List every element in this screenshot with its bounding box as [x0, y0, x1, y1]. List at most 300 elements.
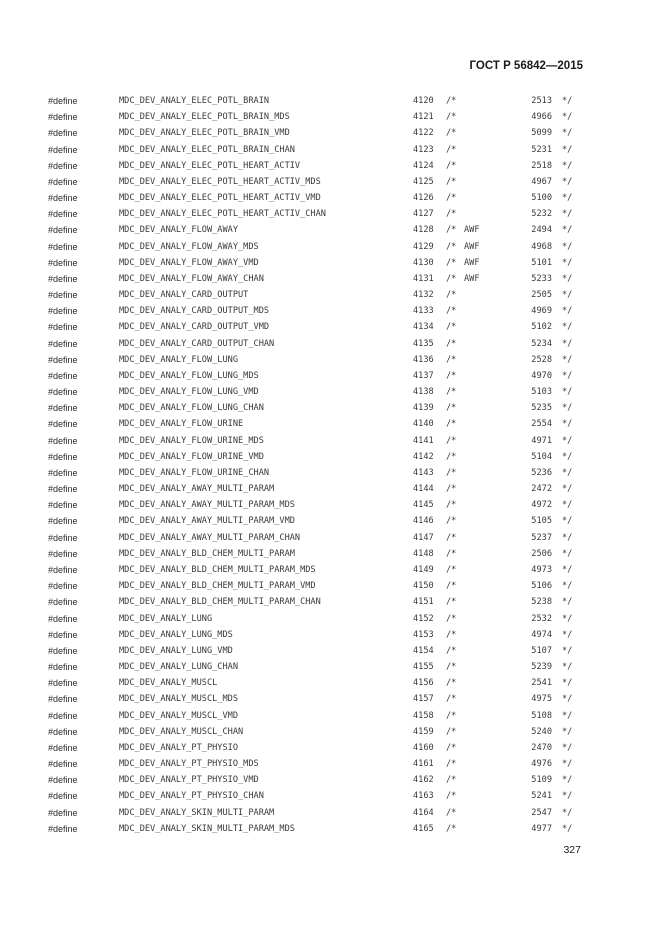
comment-open: /* — [446, 387, 457, 398]
comment-open: /* — [446, 322, 457, 333]
macro-code: 4161 — [413, 759, 434, 770]
comment-close: */ — [562, 516, 573, 527]
comment-ref: 4966 — [531, 112, 552, 123]
define-keyword: #define — [48, 370, 78, 381]
comment-close: */ — [562, 370, 573, 381]
comment-ref: 4973 — [531, 564, 552, 575]
macro-name: MDC_DEV_ANALY_BLD_CHEM_MULTI_PARAM — [119, 548, 295, 559]
comment-open: /* — [446, 419, 457, 430]
comment-close: */ — [562, 694, 573, 705]
macro-name: MDC_DEV_ANALY_FLOW_LUNG — [119, 354, 238, 365]
comment-ref: 2518 — [531, 160, 552, 171]
comment-open: /* — [446, 112, 457, 123]
define-row — [0, 352, 661, 368]
comment-close: */ — [562, 548, 573, 559]
comment-ref: 5105 — [531, 516, 552, 527]
page-number: 327 — [563, 844, 581, 856]
comment-note: AWF — [464, 241, 480, 252]
comment-open: /* — [446, 338, 457, 349]
define-row — [0, 772, 661, 788]
macro-code: 4132 — [413, 290, 434, 301]
define-keyword: #define — [48, 322, 78, 333]
macro-code: 4133 — [413, 306, 434, 317]
define-row — [0, 400, 661, 416]
define-keyword: #define — [48, 597, 78, 608]
macro-code: 4128 — [413, 225, 434, 236]
comment-open: /* — [446, 193, 457, 204]
comment-open: /* — [446, 694, 457, 705]
define-row — [0, 142, 661, 158]
comment-open: /* — [446, 467, 457, 478]
define-row — [0, 513, 661, 529]
macro-code: 4138 — [413, 387, 434, 398]
comment-open: /* — [446, 564, 457, 575]
macro-code: 4140 — [413, 419, 434, 430]
macro-name: MDC_DEV_ANALY_SKIN_MULTI_PARAM_MDS — [119, 823, 295, 834]
define-row — [0, 239, 661, 255]
define-keyword: #define — [48, 759, 78, 770]
macro-name: MDC_DEV_ANALY_BLD_CHEM_MULTI_PARAM_MDS — [119, 564, 316, 575]
comment-open: /* — [446, 629, 457, 640]
define-keyword: #define — [48, 160, 78, 171]
comment-ref: 5103 — [531, 387, 552, 398]
macro-name: MDC_DEV_ANALY_FLOW_AWAY_MDS — [119, 241, 259, 252]
define-keyword: #define — [48, 564, 78, 575]
comment-close: */ — [562, 338, 573, 349]
macro-name: MDC_DEV_ANALY_ELEC_POTL_HEART_ACTIV_VMD — [119, 193, 321, 204]
define-row — [0, 303, 661, 319]
macro-name: MDC_DEV_ANALY_ELEC_POTL_HEART_ACTIV_MDS — [119, 176, 321, 187]
define-list — [0, 93, 661, 837]
define-keyword: #define — [48, 451, 78, 462]
define-row — [0, 481, 661, 497]
comment-note: AWF — [464, 273, 480, 284]
comment-open: /* — [446, 500, 457, 511]
comment-open: /* — [446, 370, 457, 381]
define-row — [0, 416, 661, 432]
define-keyword: #define — [48, 354, 78, 365]
comment-ref: 2528 — [531, 354, 552, 365]
macro-code: 4155 — [413, 662, 434, 673]
comment-open: /* — [446, 484, 457, 495]
define-row — [0, 206, 661, 222]
comment-close: */ — [562, 209, 573, 220]
comment-ref: 5109 — [531, 775, 552, 786]
document-header — [470, 60, 583, 72]
define-row — [0, 190, 661, 206]
define-row — [0, 158, 661, 174]
define-row — [0, 336, 661, 352]
comment-close: */ — [562, 791, 573, 802]
macro-name: MDC_DEV_ANALY_PT_PHYSIO — [119, 742, 238, 753]
macro-name: MDC_DEV_ANALY_FLOW_URINE_MDS — [119, 435, 264, 446]
macro-code: 4141 — [413, 435, 434, 446]
define-row — [0, 530, 661, 546]
comment-open: /* — [446, 257, 457, 268]
comment-open: /* — [446, 791, 457, 802]
macro-name: MDC_DEV_ANALY_MUSCL_VMD — [119, 710, 238, 721]
comment-close: */ — [562, 128, 573, 139]
macro-code: 4145 — [413, 500, 434, 511]
macro-name: MDC_DEV_ANALY_FLOW_URINE_VMD — [119, 451, 264, 462]
comment-ref: 5102 — [531, 322, 552, 333]
comment-open: /* — [446, 273, 457, 284]
comment-ref: 2547 — [531, 807, 552, 818]
define-row — [0, 756, 661, 772]
define-row — [0, 384, 661, 400]
macro-code: 4137 — [413, 370, 434, 381]
comment-ref: 5239 — [531, 662, 552, 673]
define-keyword: #define — [48, 257, 78, 268]
comment-open: /* — [446, 451, 457, 462]
comment-ref: 4969 — [531, 306, 552, 317]
comment-close: */ — [562, 241, 573, 252]
macro-name: MDC_DEV_ANALY_ELEC_POTL_BRAIN_VMD — [119, 128, 290, 139]
comment-ref: 5238 — [531, 597, 552, 608]
comment-close: */ — [562, 176, 573, 187]
comment-close: */ — [562, 645, 573, 656]
comment-ref: 5231 — [531, 144, 552, 155]
comment-close: */ — [562, 467, 573, 478]
macro-name: MDC_DEV_ANALY_AWAY_MULTI_PARAM_CHAN — [119, 532, 301, 543]
define-row — [0, 578, 661, 594]
define-keyword: #define — [48, 96, 78, 106]
macro-name: MDC_DEV_ANALY_LUNG_VMD — [119, 645, 233, 656]
macro-name: MDC_DEV_ANALY_SKIN_MULTI_PARAM — [119, 807, 275, 818]
comment-open: /* — [446, 354, 457, 365]
macro-name: MDC_DEV_ANALY_FLOW_LUNG_MDS — [119, 370, 259, 381]
comment-open: /* — [446, 176, 457, 187]
define-row — [0, 691, 661, 707]
comment-open: /* — [446, 225, 457, 236]
define-row — [0, 497, 661, 513]
define-keyword: #define — [48, 193, 78, 204]
define-keyword: #define — [48, 306, 78, 317]
define-row — [0, 465, 661, 481]
macro-name: MDC_DEV_ANALY_PT_PHYSIO_MDS — [119, 759, 259, 770]
define-keyword: #define — [48, 791, 78, 802]
comment-close: */ — [562, 387, 573, 398]
define-row — [0, 125, 661, 141]
comment-ref: 5108 — [531, 710, 552, 721]
comment-close: */ — [562, 613, 573, 624]
comment-open: /* — [446, 823, 457, 834]
define-keyword: #define — [48, 807, 78, 818]
define-keyword: #define — [48, 726, 78, 737]
comment-open: /* — [446, 678, 457, 689]
define-row — [0, 708, 661, 724]
comment-open: /* — [446, 290, 457, 301]
define-row — [0, 368, 661, 384]
comment-close: */ — [562, 532, 573, 543]
comment-open: /* — [446, 613, 457, 624]
comment-close: */ — [562, 726, 573, 737]
macro-name: MDC_DEV_ANALY_MUSCL — [119, 678, 218, 689]
comment-open: /* — [446, 306, 457, 317]
macro-code: 4159 — [413, 726, 434, 737]
macro-name: MDC_DEV_ANALY_LUNG_MDS — [119, 629, 233, 640]
define-keyword: #define — [48, 500, 78, 511]
comment-ref: 5237 — [531, 532, 552, 543]
macro-name: MDC_DEV_ANALY_CARD_OUTPUT_MDS — [119, 306, 270, 317]
comment-open: /* — [446, 403, 457, 414]
define-row — [0, 659, 661, 675]
comment-close: */ — [562, 193, 573, 204]
macro-code: 4153 — [413, 629, 434, 640]
macro-name: MDC_DEV_ANALY_AWAY_MULTI_PARAM_MDS — [119, 500, 295, 511]
comment-open: /* — [446, 662, 457, 673]
comment-close: */ — [562, 273, 573, 284]
comment-ref: 4967 — [531, 176, 552, 187]
macro-name: MDC_DEV_ANALY_ELEC_POTL_BRAIN_MDS — [119, 112, 290, 123]
comment-close: */ — [562, 403, 573, 414]
define-keyword: #define — [48, 662, 78, 673]
comment-open: /* — [446, 128, 457, 139]
comment-ref: 2554 — [531, 419, 552, 430]
define-keyword: #define — [48, 209, 78, 220]
comment-ref: 5101 — [531, 257, 552, 268]
define-row — [0, 546, 661, 562]
comment-close: */ — [562, 451, 573, 462]
define-row — [0, 740, 661, 756]
comment-close: */ — [562, 306, 573, 317]
comment-open: /* — [446, 775, 457, 786]
macro-name: MDC_DEV_ANALY_CARD_OUTPUT_VMD — [119, 322, 270, 333]
comment-ref: 4974 — [531, 629, 552, 640]
macro-code: 4146 — [413, 516, 434, 527]
comment-close: */ — [562, 597, 573, 608]
define-row — [0, 788, 661, 804]
comment-ref: 4975 — [531, 694, 552, 705]
comment-ref: 5100 — [531, 193, 552, 204]
comment-note: AWF — [464, 257, 480, 268]
define-keyword: #define — [48, 629, 78, 640]
macro-code: 4139 — [413, 403, 434, 414]
macro-code: 4149 — [413, 564, 434, 575]
define-keyword: #define — [48, 128, 78, 139]
comment-close: */ — [562, 678, 573, 689]
macro-code: 4152 — [413, 613, 434, 624]
macro-code: 4142 — [413, 451, 434, 462]
macro-code: 4136 — [413, 354, 434, 365]
comment-open: /* — [446, 645, 457, 656]
macro-code: 4124 — [413, 160, 434, 171]
define-keyword: #define — [48, 144, 78, 155]
macro-code: 4148 — [413, 548, 434, 559]
macro-code: 4162 — [413, 775, 434, 786]
standard-designation: ГОСТ Р 56842—2015 — [469, 60, 583, 72]
define-keyword: #define — [48, 176, 78, 187]
comment-close: */ — [562, 759, 573, 770]
macro-code: 4150 — [413, 581, 434, 592]
comment-open: /* — [446, 742, 457, 753]
define-keyword: #define — [48, 484, 78, 495]
comment-ref: 4976 — [531, 759, 552, 770]
macro-code: 4127 — [413, 209, 434, 220]
define-row — [0, 562, 661, 578]
comment-ref: 5104 — [531, 451, 552, 462]
comment-ref: 2505 — [531, 290, 552, 301]
comment-close: */ — [562, 629, 573, 640]
comment-open: /* — [446, 241, 457, 252]
comment-close: */ — [562, 144, 573, 155]
comment-ref: 4970 — [531, 370, 552, 381]
comment-ref: 2470 — [531, 742, 552, 753]
define-keyword: #define — [48, 532, 78, 543]
define-row — [0, 319, 661, 335]
define-keyword: #define — [48, 516, 78, 527]
comment-ref: 2506 — [531, 548, 552, 559]
macro-name: MDC_DEV_ANALY_FLOW_LUNG_VMD — [119, 387, 259, 398]
macro-code: 4163 — [413, 791, 434, 802]
define-row — [0, 433, 661, 449]
define-keyword: #define — [48, 290, 78, 301]
define-row — [0, 449, 661, 465]
define-keyword: #define — [48, 775, 78, 786]
macro-name: MDC_DEV_ANALY_ELEC_POTL_HEART_ACTIV — [119, 160, 301, 171]
comment-open: /* — [446, 807, 457, 818]
macro-name: MDC_DEV_ANALY_FLOW_URINE_CHAN — [119, 467, 270, 478]
comment-close: */ — [562, 807, 573, 818]
comment-open: /* — [446, 435, 457, 446]
macro-code: 4164 — [413, 807, 434, 818]
define-row — [0, 594, 661, 610]
macro-code: 4125 — [413, 176, 434, 187]
comment-open: /* — [446, 209, 457, 220]
comment-open: /* — [446, 96, 457, 106]
macro-name: MDC_DEV_ANALY_AWAY_MULTI_PARAM — [119, 484, 275, 495]
define-keyword: #define — [48, 710, 78, 721]
comment-close: */ — [562, 112, 573, 123]
macro-code: 4122 — [413, 128, 434, 139]
comment-close: */ — [562, 96, 573, 106]
define-keyword: #define — [48, 613, 78, 624]
macro-name: MDC_DEV_ANALY_ELEC_POTL_BRAIN_CHAN — [119, 144, 295, 155]
macro-name: MDC_DEV_ANALY_BLD_CHEM_MULTI_PARAM_CHAN — [119, 597, 321, 608]
comment-ref: 5232 — [531, 209, 552, 220]
comment-close: */ — [562, 823, 573, 834]
define-keyword: #define — [48, 435, 78, 446]
comment-ref: 5235 — [531, 403, 552, 414]
comment-ref: 5233 — [531, 273, 552, 284]
define-row — [0, 724, 661, 740]
define-row — [0, 93, 661, 109]
macro-code: 4131 — [413, 273, 434, 284]
comment-close: */ — [562, 160, 573, 171]
define-keyword: #define — [48, 678, 78, 689]
comment-close: */ — [562, 435, 573, 446]
comment-close: */ — [562, 775, 573, 786]
comment-close: */ — [562, 581, 573, 592]
comment-open: /* — [446, 144, 457, 155]
macro-name: MDC_DEV_ANALY_FLOW_LUNG_CHAN — [119, 403, 264, 414]
define-row — [0, 174, 661, 190]
comment-open: /* — [446, 548, 457, 559]
macro-code: 4134 — [413, 322, 434, 333]
comment-close: */ — [562, 484, 573, 495]
macro-name: MDC_DEV_ANALY_BLD_CHEM_MULTI_PARAM_VMD — [119, 581, 316, 592]
macro-code: 4129 — [413, 241, 434, 252]
macro-code: 4135 — [413, 338, 434, 349]
macro-code: 4123 — [413, 144, 434, 155]
macro-name: MDC_DEV_ANALY_CARD_OUTPUT_CHAN — [119, 338, 275, 349]
macro-code: 4144 — [413, 484, 434, 495]
macro-code: 4147 — [413, 532, 434, 543]
comment-note: AWF — [464, 225, 480, 236]
comment-open: /* — [446, 160, 457, 171]
comment-open: /* — [446, 581, 457, 592]
macro-name: MDC_DEV_ANALY_FLOW_AWAY — [119, 225, 238, 236]
macro-name: MDC_DEV_ANALY_FLOW_AWAY_VMD — [119, 257, 259, 268]
macro-name: MDC_DEV_ANALY_PT_PHYSIO_CHAN — [119, 791, 264, 802]
macro-code: 4156 — [413, 678, 434, 689]
define-keyword: #define — [48, 338, 78, 349]
macro-code: 4160 — [413, 742, 434, 753]
define-row — [0, 627, 661, 643]
macro-name: MDC_DEV_ANALY_PT_PHYSIO_VMD — [119, 775, 259, 786]
comment-close: */ — [562, 742, 573, 753]
define-row — [0, 675, 661, 691]
define-keyword: #define — [48, 645, 78, 656]
macro-code: 4120 — [413, 96, 434, 106]
comment-ref: 4977 — [531, 823, 552, 834]
define-keyword: #define — [48, 403, 78, 414]
comment-ref: 2472 — [531, 484, 552, 495]
comment-ref: 2532 — [531, 613, 552, 624]
comment-ref: 5099 — [531, 128, 552, 139]
macro-code: 4165 — [413, 823, 434, 834]
define-keyword: #define — [48, 241, 78, 252]
define-keyword: #define — [48, 387, 78, 398]
define-row — [0, 287, 661, 303]
define-keyword: #define — [48, 419, 78, 430]
comment-open: /* — [446, 710, 457, 721]
comment-open: /* — [446, 532, 457, 543]
define-keyword: #define — [48, 273, 78, 284]
comment-close: */ — [562, 225, 573, 236]
comment-ref: 5106 — [531, 581, 552, 592]
macro-code: 4130 — [413, 257, 434, 268]
comment-open: /* — [446, 726, 457, 737]
comment-ref: 5236 — [531, 467, 552, 478]
define-keyword: #define — [48, 742, 78, 753]
macro-name: MDC_DEV_ANALY_AWAY_MULTI_PARAM_VMD — [119, 516, 295, 527]
macro-code: 4121 — [413, 112, 434, 123]
comment-open: /* — [446, 597, 457, 608]
define-row — [0, 611, 661, 627]
comment-ref: 4971 — [531, 435, 552, 446]
define-row — [0, 222, 661, 238]
comment-close: */ — [562, 710, 573, 721]
macro-code: 4151 — [413, 597, 434, 608]
define-keyword: #define — [48, 548, 78, 559]
macro-code: 4126 — [413, 193, 434, 204]
comment-ref: 4972 — [531, 500, 552, 511]
comment-close: */ — [562, 662, 573, 673]
comment-ref: 2513 — [531, 96, 552, 106]
define-keyword: #define — [48, 112, 78, 123]
comment-close: */ — [562, 500, 573, 511]
comment-ref: 5241 — [531, 791, 552, 802]
macro-name: MDC_DEV_ANALY_MUSCL_CHAN — [119, 726, 244, 737]
define-row — [0, 805, 661, 821]
macro-code: 4157 — [413, 694, 434, 705]
define-keyword: #define — [48, 581, 78, 592]
comment-open: /* — [446, 516, 457, 527]
comment-ref: 2541 — [531, 678, 552, 689]
comment-ref: 4968 — [531, 241, 552, 252]
comment-ref: 5107 — [531, 645, 552, 656]
